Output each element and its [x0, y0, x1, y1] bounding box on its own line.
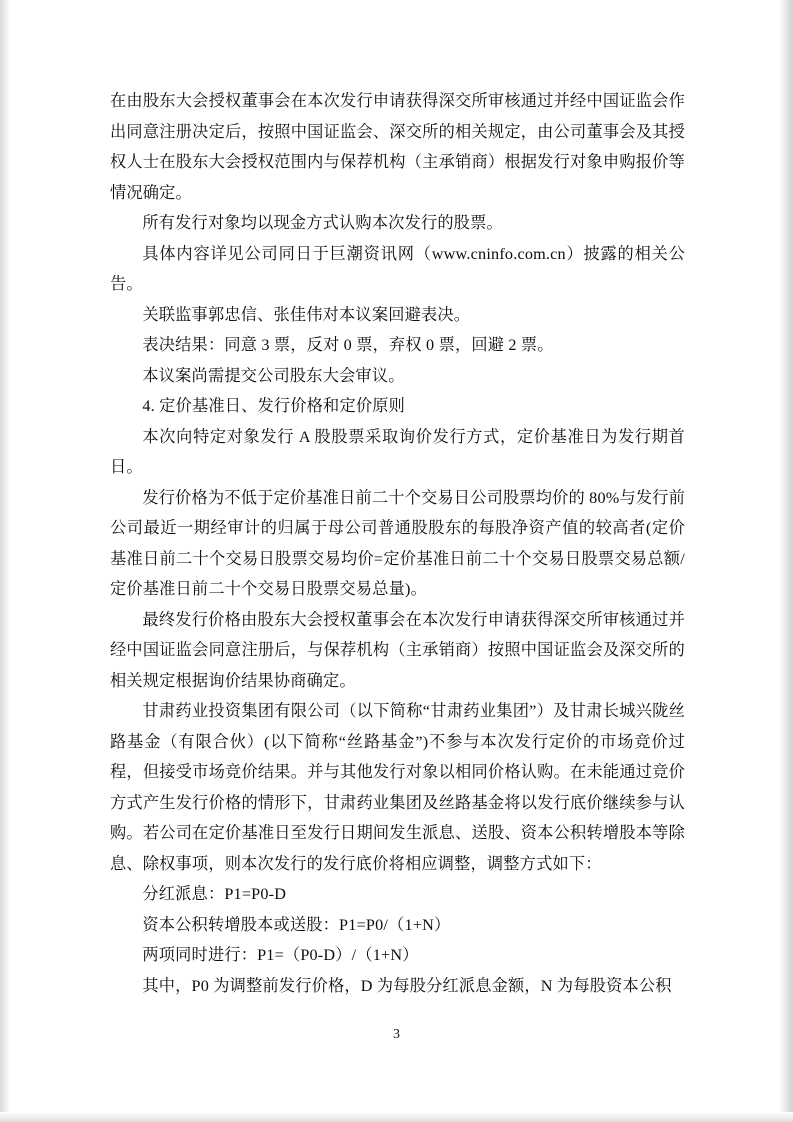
- paragraph: 所有发行对象均以现金方式认购本次发行的股票。: [142, 214, 503, 232]
- page-number: 3: [393, 1027, 400, 1042]
- paragraph: 具体内容详见公司同日于巨潮资讯网（www.cninfo.com.cn）披露的相关公告。: [110, 244, 685, 293]
- paragraph: 表决结果：同意 3 票，反对 0 票，弃权 0 票，回避 2 票。: [142, 336, 554, 354]
- page-edge-shadow-right: [779, 0, 793, 1122]
- paragraph: 在由股东大会授权董事会在本次发行申请获得深交所审核通过并经中国证监会作出同意注册决定后，按照中国证监会、深交所的相关规定，由公司董事会及其授权人士在股东大会授权范围内与保荐机构（主承销商）根据发行对象申购报价等情况确定。: [110, 92, 685, 202]
- formula-dividend: 分红派息：P1=P0-D: [142, 885, 287, 903]
- page-edge-shadow-bottom: [0, 1112, 793, 1122]
- formula-capitalization: 资本公积转增股本或送股：P1=P0/（1+N）: [142, 915, 451, 934]
- paragraph: 本次向特定对象发行 A 股股票采取询价发行方式，定价基准日为发行期首日。: [110, 427, 685, 476]
- paragraph: 发行价格为不低于定价基准日前二十个交易日公司股票均价的 80%与发行前公司最近一期经审计的归属于母公司普通股股东的每股净资产值的较高者(定价基准日前二十个交易日股票交易均价=定价基准日前二十个交易日股票交易总额/定价基准日前二十个交易日股票交易总量)。: [110, 488, 685, 598]
- document-body: [110, 86, 685, 1001]
- paragraph: 关联监事郭忠信、张佳伟对本议案回避表决。: [142, 305, 471, 324]
- paragraph: 本议案尚需提交公司股东大会审议。: [142, 366, 405, 385]
- page-edge-shadow-left: [0, 0, 10, 1122]
- paragraph: 甘肃药业投资集团有限公司（以下简称“甘肃药业集团”）及甘肃长城兴陇丝路基金（有限合伙）(以下简称“丝路基金”)不参与本次发行定价的市场竞价过程，但接受市场竞价结果。并与其他发行对象以相同价格认购。在未能通过竞价方式产生发行价格的情形下，甘肃药业集团及丝路基金将以发行底价继续参与认购。若公司在定价基准日至发行日期间发生派息、送股、资本公积转增股本等除息、除权事项，则本次发行的发行底价将相应调整，调整方式如下：: [110, 702, 685, 873]
- formula-combined: 两项同时进行：P1=（P0-D）/（1+N）: [142, 946, 419, 964]
- paragraph: 最终发行价格由股东大会授权董事会在本次发行申请获得深交所审核通过并经中国证监会同意注册后，与保荐机构（主承销商）按照中国证监会及深交所的相关规定根据询价结果协商确定。: [110, 610, 685, 690]
- paragraph-heading-pricing: 4. 定价基准日、发行价格和定价原则: [142, 397, 405, 415]
- formula-notation: 其中，P0 为调整前发行价格，D 为每股分红派息金额，N 为每股资本公积: [142, 976, 672, 995]
